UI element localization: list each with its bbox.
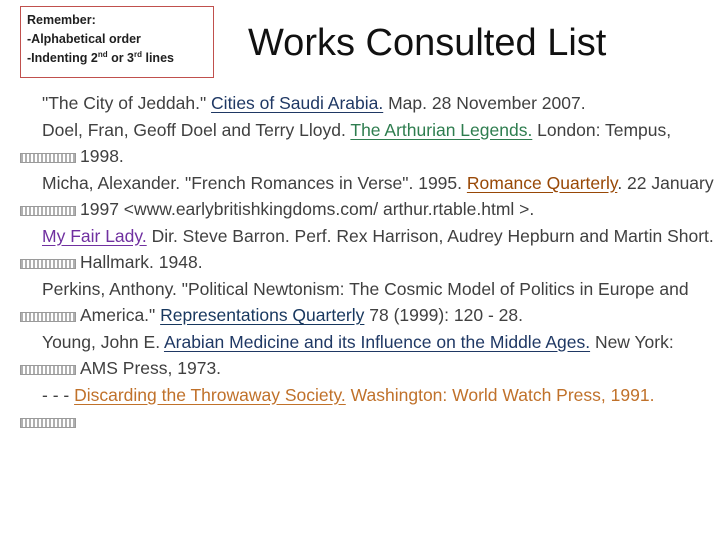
reminder-box — [20, 6, 214, 78]
indent-marker — [20, 365, 76, 375]
indent-marker — [20, 153, 76, 163]
indent-marker — [20, 312, 76, 322]
citation-entry: Perkins, Anthony. "Political Newtonism: The Cosmic Model of Politics in Europe and America." Representations Quarterly 78 (1999): 120 - 28. — [42, 276, 714, 329]
reminder-indenting: -Indenting 2nd or 3rd lines — [27, 49, 174, 65]
reminder-alphabetical: -Alphabetical order — [27, 32, 141, 46]
indent-marker — [20, 206, 76, 216]
citation-entry: Young, John E. Arabian Medicine and its Influence on the Middle Ages. New York: AMS Press, 1973. — [42, 329, 714, 382]
citation-entry: Micha, Alexander. "French Romances in Verse". 1995. Romance Quarterly. 22 January 1997 <www.earlybritishkingdoms.com/ arthur.rtable.html >. — [42, 170, 714, 223]
citation-entry: My Fair Lady. Dir. Steve Barron. Perf. Rex Harrison, Audrey Hepburn and Martin Short. Hallmark. 1948. — [42, 223, 714, 276]
page-title: Works Consulted List — [248, 22, 607, 64]
citation-entry: - - - Discarding the Throwaway Society. Washington: World Watch Press, 1991. — [42, 382, 714, 409]
indent-marker — [20, 418, 76, 428]
citation-entry: "The City of Jeddah." Cities of Saudi Arabia. Map. 28 November 2007. — [42, 93, 586, 113]
citation-list — [42, 90, 714, 408]
reminder-heading: Remember: — [27, 13, 96, 27]
citation-entry: Doel, Fran, Geoff Doel and Terry Lloyd. The Arthurian Legends. London: Tempus, 1998. — [42, 117, 714, 170]
indent-marker — [20, 259, 76, 269]
